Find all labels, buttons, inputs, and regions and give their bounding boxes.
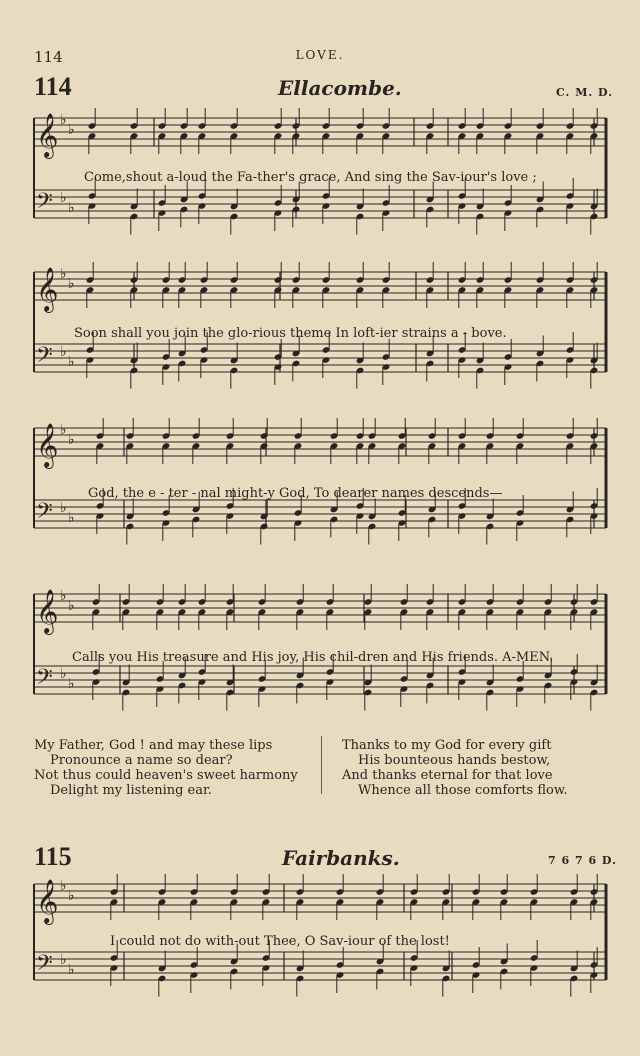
svg-text:♭: ♭ xyxy=(68,598,75,614)
verse-2-line-2: Pronounce a name so dear? xyxy=(50,753,233,768)
svg-text:𝄢: 𝄢 xyxy=(36,343,53,373)
svg-text:♭: ♭ xyxy=(60,588,67,604)
verse-2-line-3: Not thus could heaven's sweet harmony xyxy=(34,768,298,783)
svg-text:♭: ♭ xyxy=(60,952,67,968)
verse-2-line-4: Delight my listening ear. xyxy=(50,783,212,798)
lyric-line-2: Soon shall you join the glo-rious theme In loft-ier strains a - bove. xyxy=(74,326,507,341)
svg-text:♭: ♭ xyxy=(68,962,75,978)
svg-text:𝄞: 𝄞 xyxy=(36,589,59,633)
hymn-114-number: 114 xyxy=(34,72,72,101)
svg-text:𝄞: 𝄞 xyxy=(36,267,59,311)
lyric-line-3: God, the e - ter - nal might-y God, To dearer names descends— xyxy=(88,486,503,501)
lyric-line-4: Calls you His treasure and His joy, His chil-dren and His friends. A-MEN. xyxy=(72,650,554,665)
svg-text:♭: ♭ xyxy=(68,888,75,904)
verse-3-line-3: And thanks eternal for that love xyxy=(342,768,553,783)
page-number: 114 xyxy=(34,48,63,66)
svg-text:♭: ♭ xyxy=(60,666,67,682)
verse-2-line-1: My Father, God ! and may these lips xyxy=(34,738,273,753)
svg-text:♭: ♭ xyxy=(68,200,75,216)
running-head: LOVE. xyxy=(295,48,345,62)
hymn-115-tune: Fairbanks. xyxy=(282,846,400,870)
hymn-114-meter: C. M. D. xyxy=(556,86,614,99)
svg-text:♭: ♭ xyxy=(60,190,67,206)
svg-text:♭: ♭ xyxy=(68,122,75,138)
svg-text:♭: ♭ xyxy=(60,344,67,360)
svg-text:𝄢: 𝄢 xyxy=(36,499,53,529)
hymn-115-number: 115 xyxy=(34,842,72,871)
svg-text:♭: ♭ xyxy=(68,510,75,526)
verse-3-line-1: Thanks to my God for every gift xyxy=(342,738,552,753)
lyric-line-1: Come,shout a-loud the Fa-ther's grace, And sing the Sav-iour's love ; xyxy=(84,170,537,185)
svg-text:♭: ♭ xyxy=(68,354,75,370)
svg-text:♭: ♭ xyxy=(68,676,75,692)
svg-text:𝄞: 𝄞 xyxy=(36,879,59,923)
svg-text:♭: ♭ xyxy=(60,422,67,438)
svg-text:♭: ♭ xyxy=(60,878,67,894)
svg-text:𝄢: 𝄢 xyxy=(36,951,53,981)
verse-divider xyxy=(321,736,322,794)
svg-text:𝄞: 𝄞 xyxy=(36,113,59,157)
svg-text:♭: ♭ xyxy=(68,432,75,448)
hymn-114-tune: Ellacombe. xyxy=(278,76,402,100)
svg-text:♭: ♭ xyxy=(60,266,67,282)
verse-3 xyxy=(342,738,568,798)
svg-text:𝄞: 𝄞 xyxy=(36,423,59,467)
lyric-line-5: I could not do with-out Thee, O Sav-iour of the lost! xyxy=(110,934,450,949)
svg-text:𝄢: 𝄢 xyxy=(36,189,53,219)
svg-text:♭: ♭ xyxy=(60,500,67,516)
svg-text:𝄢: 𝄢 xyxy=(36,665,53,695)
hymn-115-meter: 7 6 7 6 D. xyxy=(548,854,617,867)
svg-text:♭: ♭ xyxy=(68,276,75,292)
svg-text:♭: ♭ xyxy=(60,112,67,128)
verse-3-line-4: Whence all those comforts flow. xyxy=(358,783,568,798)
verse-3-line-2: His bounteous hands bestow, xyxy=(358,753,551,768)
verse-2 xyxy=(34,738,298,798)
